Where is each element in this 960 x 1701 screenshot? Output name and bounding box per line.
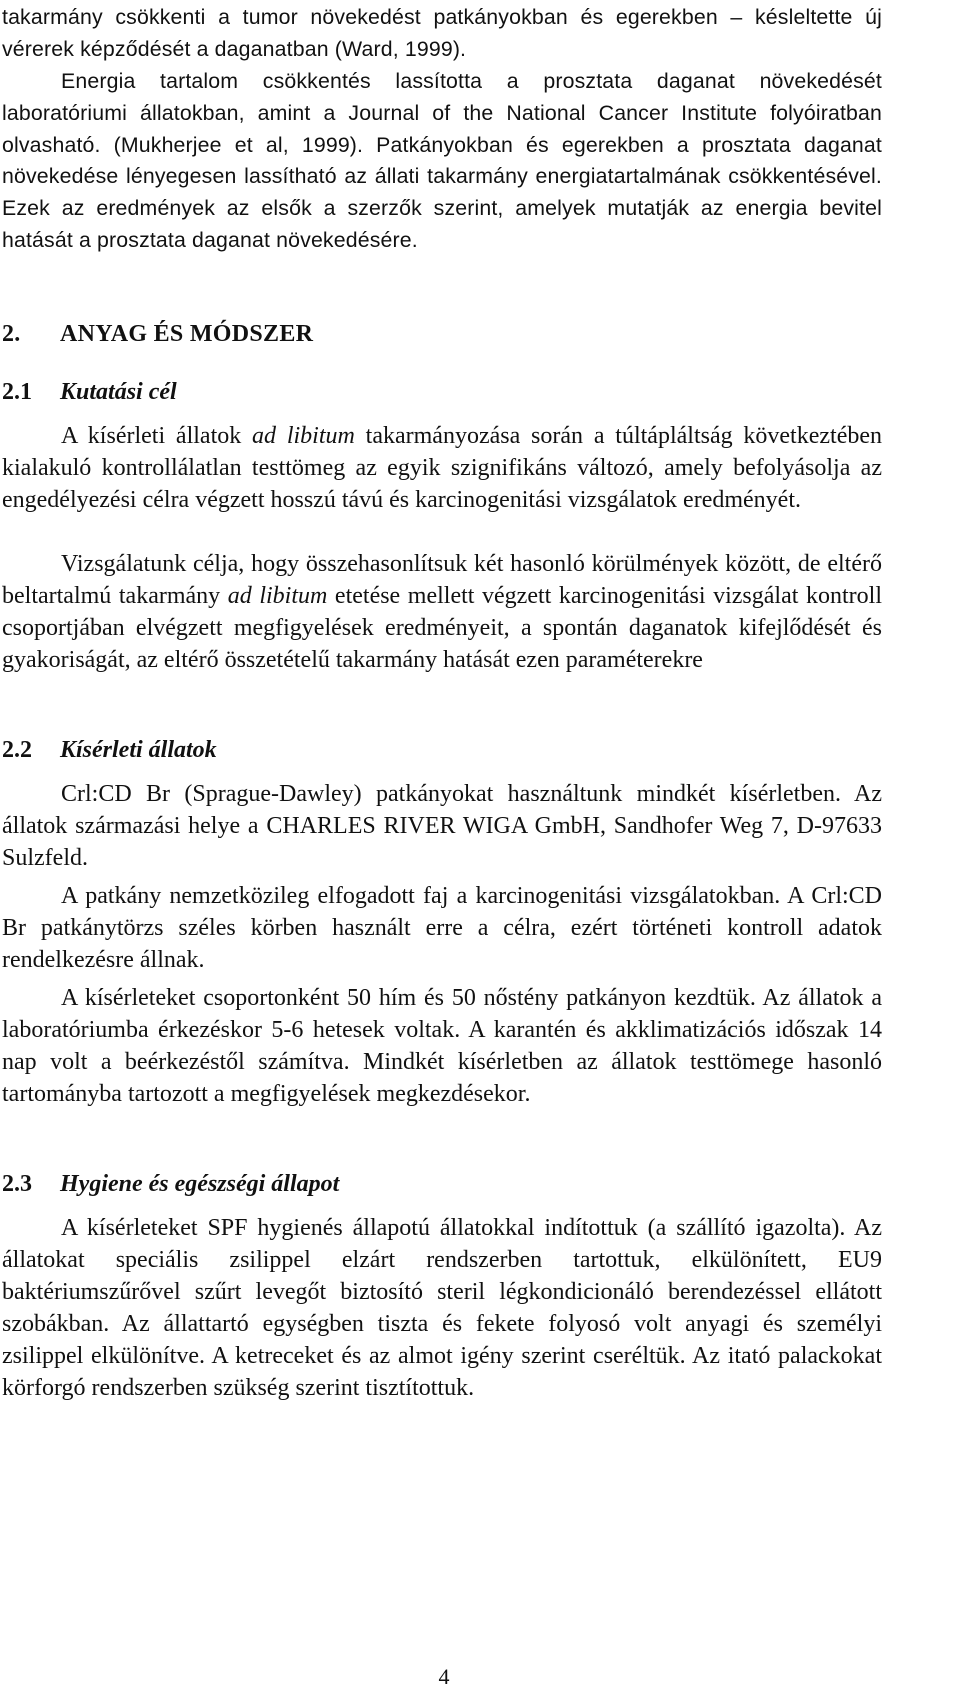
text-run: etetése mellett végzett karcinogenitási vizsgálat kontroll csoportjában elvégzett megfigyelések eredményeit, a spontán daganatok kifejlődését és gyakoriságát, az eltérő összetételű takarmány hatását ezen paraméterekre <box>2 583 882 673</box>
subsection-number: 2.1 <box>2 379 32 405</box>
italic-term: ad libitum <box>227 583 328 609</box>
section-number: 2. <box>2 321 21 347</box>
subsection-title: Hygiene és egészségi állapot <box>60 1171 340 1197</box>
section-title: ANYAG ÉS MÓDSZER <box>60 321 314 347</box>
section-heading-materials-methods <box>2 318 313 350</box>
subsection-heading-experimental-animals <box>2 734 217 766</box>
subsection-heading-hygiene <box>2 1168 339 1200</box>
italic-term: ad libitum <box>252 423 355 449</box>
subsection-title: Kísérleti állatok <box>60 737 217 763</box>
paragraph-energy-content: Energia tartalom csökkentés lassította a prosztata daganat növekedését laboratóriumi állatokban, amint a Journal of the National Cancer Institute folyóiratban olvasható. (Mukherjee et al, 1999). Patkányokban és egerekben a prosztata daganat növekedése lényegesen lassítható az állati takarmány energiatartalmának csökkentésével. Ezek az eredmények az elsők a szerzők szerint, amelyek mutatják az energia bevitel hatását a prosztata daganat növekedésére. <box>2 69 882 252</box>
subsection-heading-research-goal <box>2 376 177 408</box>
paragraph-intro-continuation: takarmány csökkenti a tumor növekedést patkányokban és egerekben – késleltette új vérerek képződését a daganatban (Ward, 1999). <box>2 5 882 61</box>
subsection-title: Kutatási cél <box>60 379 177 405</box>
paragraph-ad-libitum <box>2 420 882 516</box>
subsection-number: 2.2 <box>2 737 32 763</box>
paragraph-hygiene-conditions: A kísérleteket SPF hygienés állapotú állatokkal indítottuk (a szállító igazolta). Az állatokat speciális zsilippel elzárt rendszerben tartottuk, elkülönített, EU9 baktériumszűrővel szűrt levegőt biztosító steril légkondicionáló berendezéssel ellátott szobákban. Az állattartó egységben tiszta és fekete folyosó volt anyagi és személyi zsilippel elkülönítve. A ketreceket és az almot igény szerint cseréltük. Az itató palackokat körforgó rendszerben szükség szerint tisztítottuk. <box>2 1215 882 1401</box>
paragraph-group-sizes: A kísérleteket csoportonként 50 hím és 50 nőstény patkányon kezdtük. Az állatok a laboratóriumba érkezéskor 5-6 hetesek voltak. A karantén és akklimatizációs időszak 14 nap volt a beérkezéstől számítva. Mindkét kísérletben az állatok testtömege hasonló tartományba tartozott a megfigyelések megkezdésekor. <box>2 985 882 1107</box>
paragraph-animal-strain: Crl:CD Br (Sprague-Dawley) patkányokat használtunk mindkét kísérletben. Az állatok származási helye a CHARLES RIVER WIGA GmbH, Sandhofer Weg 7, D-97633 Sulzfeld. <box>2 781 882 871</box>
text-run: takarmányozása során a túltápláltság következtében kialakuló kontrollálatlan testtömeg az egyik szignifikáns változó, amely befolyásolja az engedélyezési célra végzett hosszú távú és karcinogenitási vizsgálatok eredményét. <box>2 423 882 513</box>
paragraph-study-aim <box>2 548 882 676</box>
subsection-number: 2.3 <box>2 1171 32 1197</box>
text-run: A kísérleti állatok <box>61 423 253 449</box>
text-run: Vizsgálatunk célja, hogy összehasonlítsuk két hasonló körülmények között, de eltérő beltartalmú takarmány <box>2 551 882 609</box>
page-number: 4 <box>438 1664 450 1689</box>
paragraph-species-choice: A patkány nemzetközileg elfogadott faj a karcinogenitási vizsgálatokban. A Crl:CD Br patkánytörzs széles körben használt erre a célra, ezért történeti kontroll adatok rendelkezésre állnak. <box>2 883 882 973</box>
